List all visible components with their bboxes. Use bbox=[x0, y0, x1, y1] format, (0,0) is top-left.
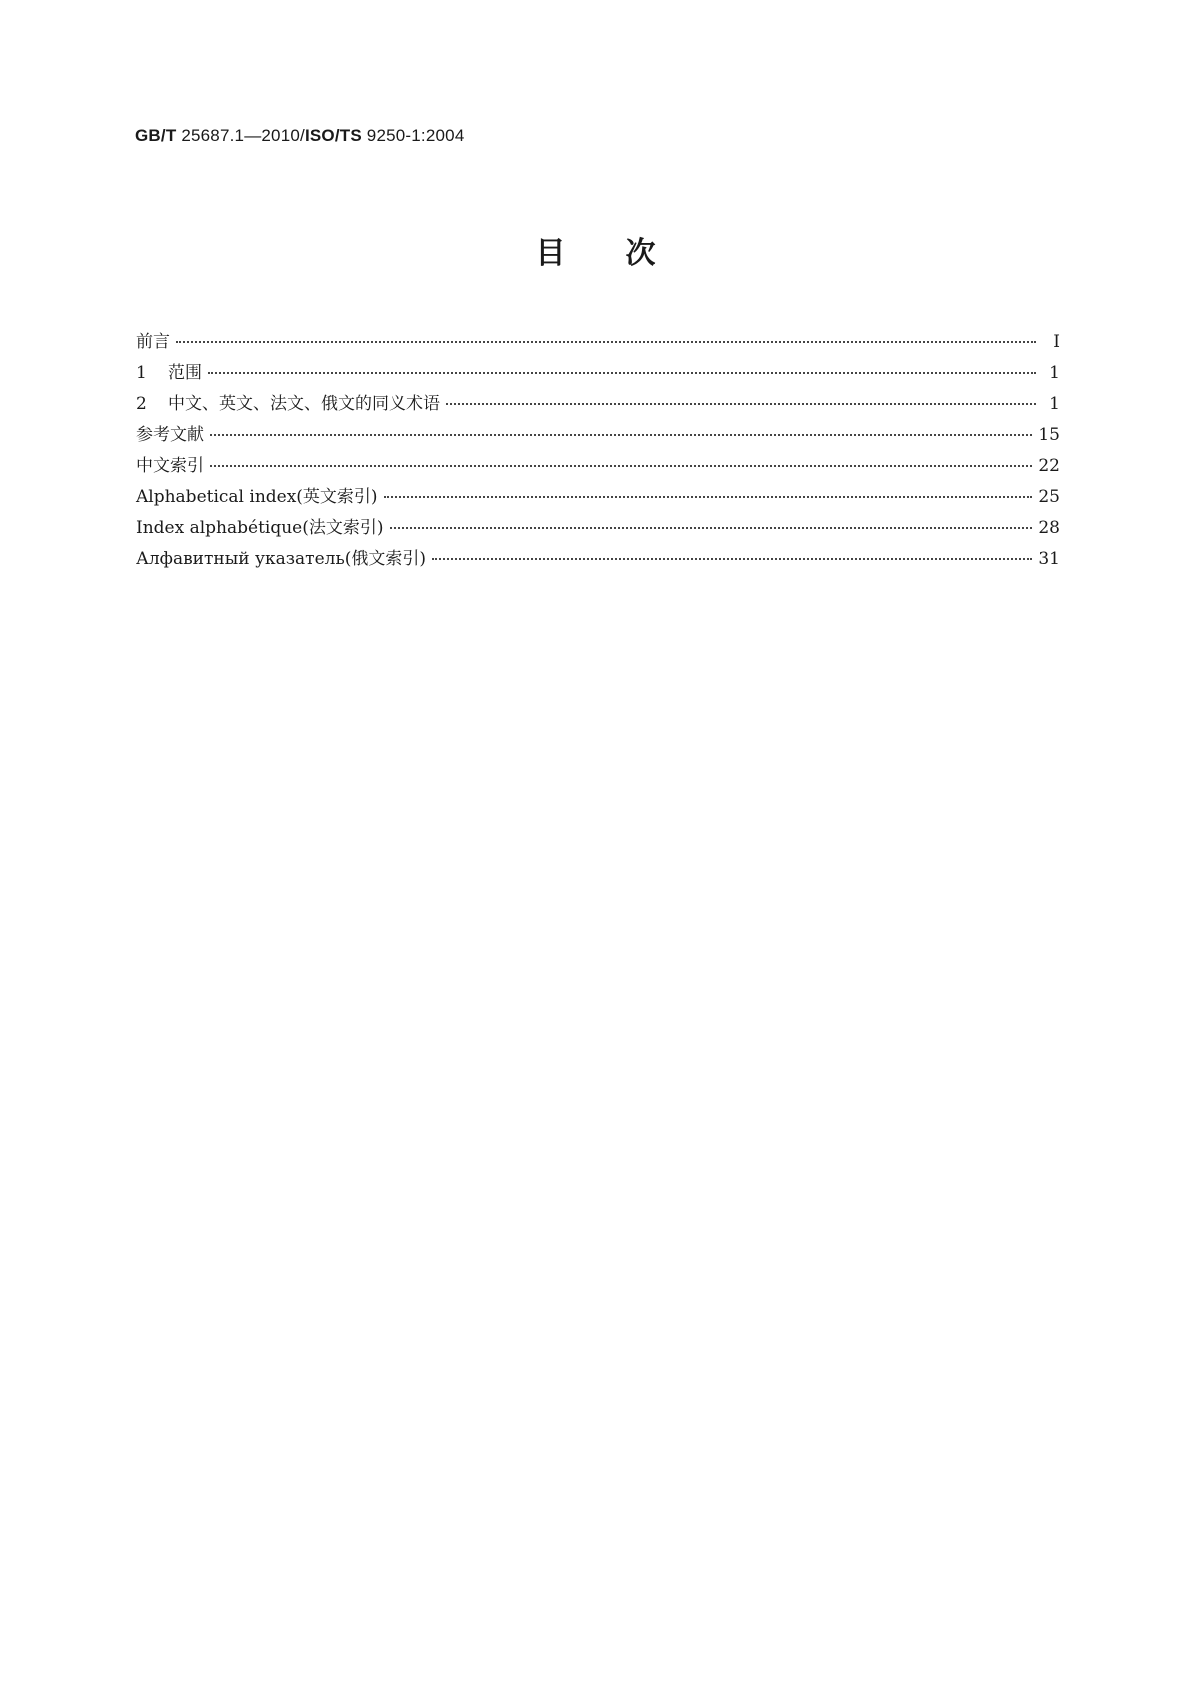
toc-entry-page: 1 bbox=[1049, 394, 1060, 414]
toc-entry-number: 1 bbox=[136, 363, 147, 383]
toc-entry-title: 中文索引 bbox=[136, 456, 204, 476]
toc-entry-english-index[interactable] bbox=[136, 482, 1060, 513]
document-header bbox=[135, 126, 464, 146]
toc-dot-leader bbox=[208, 372, 1036, 374]
page-title bbox=[0, 228, 1191, 272]
toc-entry-title: Алфавитный указатель(俄文索引) bbox=[136, 549, 426, 569]
header-standard-prefix: GB/T bbox=[135, 126, 177, 145]
page-title-char-1: 目 bbox=[535, 236, 566, 271]
toc-entry-page: 25 bbox=[1038, 487, 1060, 507]
toc-entry-russian-index[interactable] bbox=[136, 544, 1060, 575]
header-iso-number: 9250-1:2004 bbox=[361, 126, 465, 145]
toc-dot-leader bbox=[384, 496, 1033, 498]
toc-entry-french-index[interactable] bbox=[136, 513, 1060, 544]
toc-entry-title: 前言 bbox=[136, 332, 170, 352]
toc-entry-title: 参考文献 bbox=[136, 425, 204, 445]
toc-entry-page: I bbox=[1053, 332, 1060, 352]
toc-entry-title: 中文、英文、法文、俄文的同义术语 bbox=[168, 394, 440, 414]
toc-entry-page: 15 bbox=[1038, 425, 1060, 445]
toc-entry-foreword[interactable] bbox=[136, 327, 1060, 358]
toc-dot-leader bbox=[390, 527, 1033, 529]
toc-entry-title: Alphabetical index(英文索引) bbox=[136, 487, 378, 507]
header-standard-number: 25687.1—2010/ bbox=[176, 126, 305, 145]
toc-entry-page: 31 bbox=[1038, 549, 1060, 569]
toc-entry-page: 22 bbox=[1038, 456, 1060, 476]
toc-dot-leader bbox=[432, 558, 1032, 560]
page-title-char-2: 次 bbox=[625, 236, 656, 271]
toc-entry-page: 28 bbox=[1038, 518, 1060, 538]
toc-entry-title: 范围 bbox=[168, 363, 202, 383]
toc-entry-chinese-index[interactable] bbox=[136, 451, 1060, 482]
toc-entry-synonymous-terms[interactable] bbox=[136, 389, 1060, 420]
toc-dot-leader bbox=[176, 341, 1036, 343]
toc-dot-leader bbox=[210, 465, 1032, 467]
toc-entry-scope[interactable] bbox=[136, 358, 1060, 389]
table-of-contents bbox=[136, 327, 1060, 575]
header-iso-prefix: ISO/TS bbox=[304, 126, 362, 145]
toc-entry-title: Index alphabétique(法文索引) bbox=[136, 518, 384, 538]
toc-entry-page: 1 bbox=[1049, 363, 1060, 383]
toc-dot-leader bbox=[446, 403, 1036, 405]
toc-entry-number: 2 bbox=[136, 394, 147, 414]
toc-entry-bibliography[interactable] bbox=[136, 420, 1060, 451]
toc-dot-leader bbox=[210, 434, 1032, 436]
